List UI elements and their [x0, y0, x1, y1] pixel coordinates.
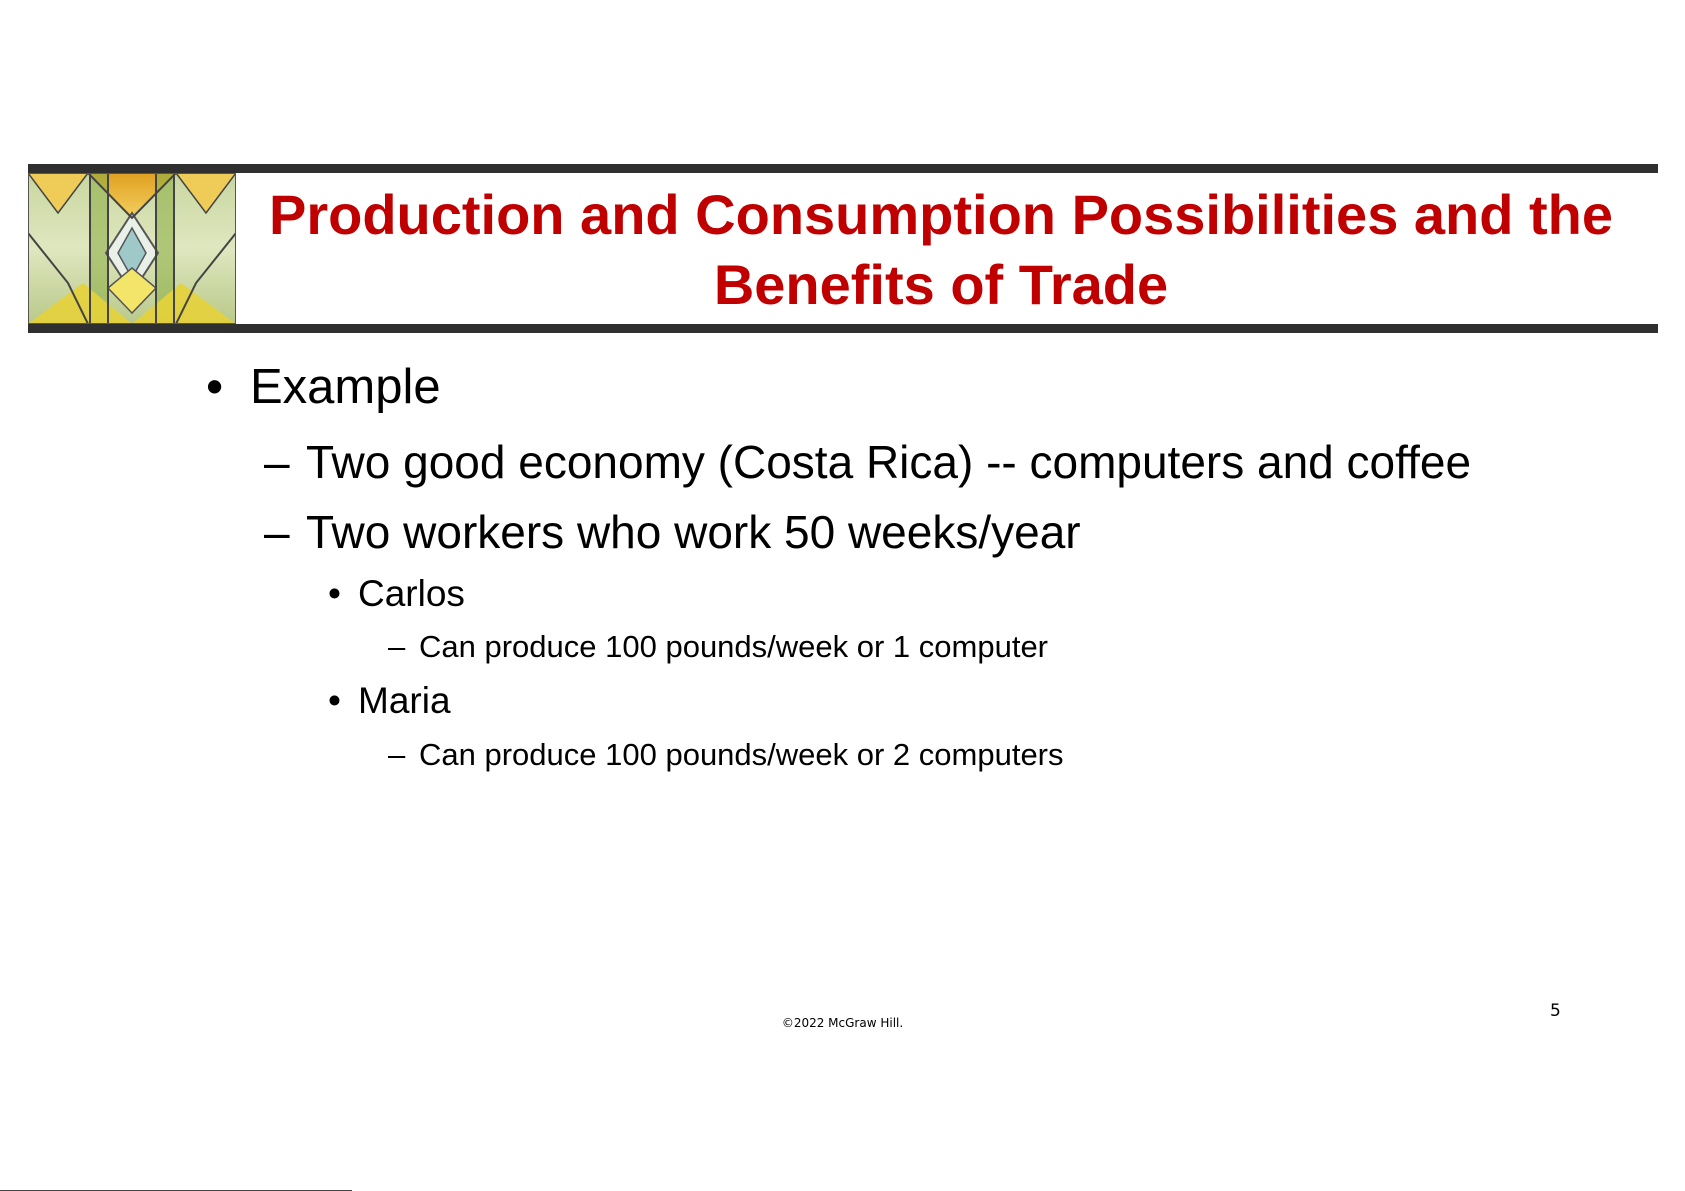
stained-glass-icon	[28, 173, 236, 324]
bullet-text: Two good economy (Costa Rica) -- computers and coffee	[306, 436, 1472, 488]
detail-carlos	[388, 629, 1048, 665]
bullet-marker: •	[328, 573, 341, 614]
dash-marker: –	[388, 737, 406, 772]
bullet-example	[206, 359, 441, 415]
bullet-carlos	[328, 573, 465, 615]
slide-title-line1: Production and Consumption Possibilities and the	[268, 183, 1614, 246]
header-rule-bottom	[28, 324, 1658, 333]
bullet-text: Two workers who work 50 weeks/year	[306, 506, 1081, 558]
header-rule-top	[28, 164, 1658, 173]
copyright-footer: ©2022 McGraw Hill.	[781, 1016, 904, 1030]
slide-title	[236, 180, 1646, 320]
bullet-maria	[328, 680, 451, 722]
bullet-marker: •	[206, 360, 224, 414]
dash-marker: –	[264, 506, 290, 558]
detail-maria	[388, 737, 1064, 773]
page-number: 5	[1550, 1001, 1561, 1021]
bullet-text: Carlos	[358, 573, 465, 614]
bullet-text: Example	[250, 360, 441, 414]
dash-marker: –	[388, 629, 406, 664]
bullet-text: Can produce 100 pounds/week or 2 computers	[419, 737, 1064, 772]
sub-bullet-workers	[264, 505, 1081, 559]
sub-bullet-economy	[264, 435, 1471, 489]
bullet-text: Maria	[358, 680, 451, 721]
bullet-marker: •	[328, 680, 341, 721]
bullet-text: Can produce 100 pounds/week or 1 computer	[419, 629, 1049, 664]
dash-marker: –	[264, 436, 290, 488]
slide-title-line2: Benefits of Trade	[713, 253, 1169, 316]
